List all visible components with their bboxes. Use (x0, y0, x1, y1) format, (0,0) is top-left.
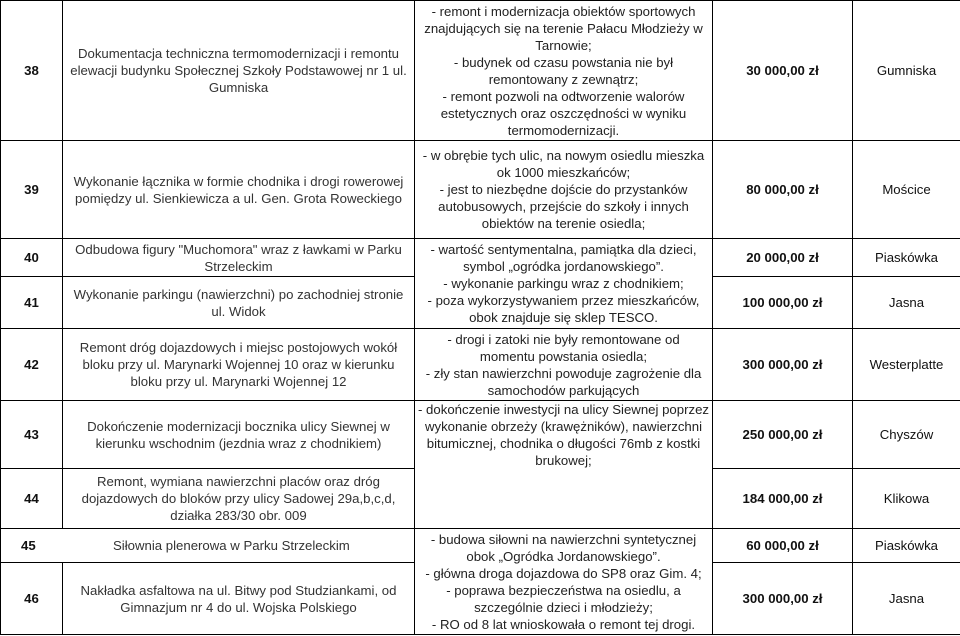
row-number: 42 (1, 329, 63, 401)
project-title: Remont dróg dojazdowych i miejsc postojowych wokół bloku przy ul. Marynarki Wojennej 10 oraz w kierunku bloku przy ul. Marynarki Wojennej 12 (63, 329, 415, 401)
district-cell: Piaskówka (853, 529, 960, 563)
project-title: Dokończenie modernizacji bocznika ulicy Siewnej w kierunku wschodnim (jezdnia wraz z chodnikiem) (63, 401, 415, 469)
row-number-and-title (1, 529, 415, 563)
row-number: 45 (21, 538, 36, 553)
justification-cell: - drogi i zatoki nie były remontowane od momentu powstania osiedla; - zły stan nawierzchni powoduje zagrożenie dla samochodów parkujących (415, 329, 713, 401)
project-title: Dokumentacja techniczna termomodernizacji i remontu elewacji budynku Społecznej Szkoły Podstawowej nr 1 ul. Gumniska (63, 1, 415, 141)
row-number: 43 (1, 401, 63, 469)
amount-cell: 20 000,00 zł (713, 239, 853, 277)
row-number: 40 (1, 239, 63, 277)
row-number: 44 (1, 469, 63, 529)
district-cell: Gumniska (853, 1, 960, 141)
amount-cell: 300 000,00 zł (713, 329, 853, 401)
amount-cell: 250 000,00 zł (713, 401, 853, 469)
amount-cell: 80 000,00 zł (713, 141, 853, 239)
amount-cell: 184 000,00 zł (713, 469, 853, 529)
amount-cell: 100 000,00 zł (713, 277, 853, 329)
table-row (1, 529, 960, 563)
district-cell: Klikowa (853, 469, 960, 529)
district-cell: Mościce (853, 141, 960, 239)
district-cell: Jasna (853, 563, 960, 635)
project-title: Remont, wymiana nawierzchni placów oraz dróg dojazdowych do bloków przy ulicy Sadowej 29a,b,c,d, działka 283/30 obr. 009 (63, 469, 415, 529)
amount-cell: 60 000,00 zł (713, 529, 853, 563)
project-title: Odbudowa figury "Muchomora" wraz z ławkami w Parku Strzeleckim (63, 239, 415, 277)
district-cell: Westerplatte (853, 329, 960, 401)
row-number: 38 (1, 1, 63, 141)
justification-cell: - dokończenie inwestycji na ulicy Siewnej poprzez wykonanie obrzeży (krawężników), nawierzchni bitumicznej, chodnika o długości 76mb z kostki brukowej; (415, 401, 713, 529)
table-row (1, 329, 960, 401)
project-title: Wykonanie łącznika w formie chodnika i drogi rowerowej pomiędzy ul. Sienkiewicza a ul. Gen. Grota Roweckiego (63, 141, 415, 239)
district-cell: Piaskówka (853, 239, 960, 277)
table-row (1, 239, 960, 277)
justification-cell: - remont i modernizacja obiektów sportowych znajdujących się na terenie Pałacu Młodzieży w Tarnowie; - budynek od czasu powstania nie był remontowany z zewnątrz; - remont pozwoli na odtworzenie walorów estetycznych oraz oszczędności w wyniku termomodernizacji. (415, 1, 713, 141)
row-number: 46 (1, 563, 63, 635)
district-cell: Chyszów (853, 401, 960, 469)
row-number: 39 (1, 141, 63, 239)
project-title: Wykonanie parkingu (nawierzchni) po zachodniej stronie ul. Widok (63, 277, 415, 329)
district-cell: Jasna (853, 277, 960, 329)
amount-cell: 30 000,00 zł (713, 1, 853, 141)
justification-cell: - wartość sentymentalna, pamiątka dla dzieci, symbol „ogródka jordanowskiego”. - wykonanie parkingu wraz z chodnikiem; - poza wykorzystywaniem przez mieszkańców, obok znajduje się sklep TESCO. (415, 239, 713, 329)
row-number: 41 (1, 277, 63, 329)
project-title: Nakładka asfaltowa na ul. Bitwy pod Studziankami, od Gimnazjum nr 4 do ul. Wojska Polskiego (63, 563, 415, 635)
table-body (1, 1, 960, 635)
table-row (1, 401, 960, 469)
amount-cell: 300 000,00 zł (713, 563, 853, 635)
project-title: Siłownia plenerowa w Parku Strzeleckim (113, 538, 350, 553)
table-row (1, 141, 960, 239)
table-row (1, 1, 960, 141)
justification-cell: - w obrębie tych ulic, na nowym osiedlu mieszka ok 1000 mieszkańców; - jest to niezbędne dojście do przystanków autobusowych, przejście do szkoły i innych obiektów na terenie osiedla; (415, 141, 713, 239)
justification-cell: - budowa siłowni na nawierzchni syntetycznej obok „Ogródka Jordanowskiego”. - główna droga dojazdowa do SP8 oraz Gim. 4; - poprawa bezpieczeństwa na osiedlu, a szczególnie dzieci i młodzieży; - RO od 8 lat wnioskowała o remont tej drogi. (415, 529, 713, 635)
